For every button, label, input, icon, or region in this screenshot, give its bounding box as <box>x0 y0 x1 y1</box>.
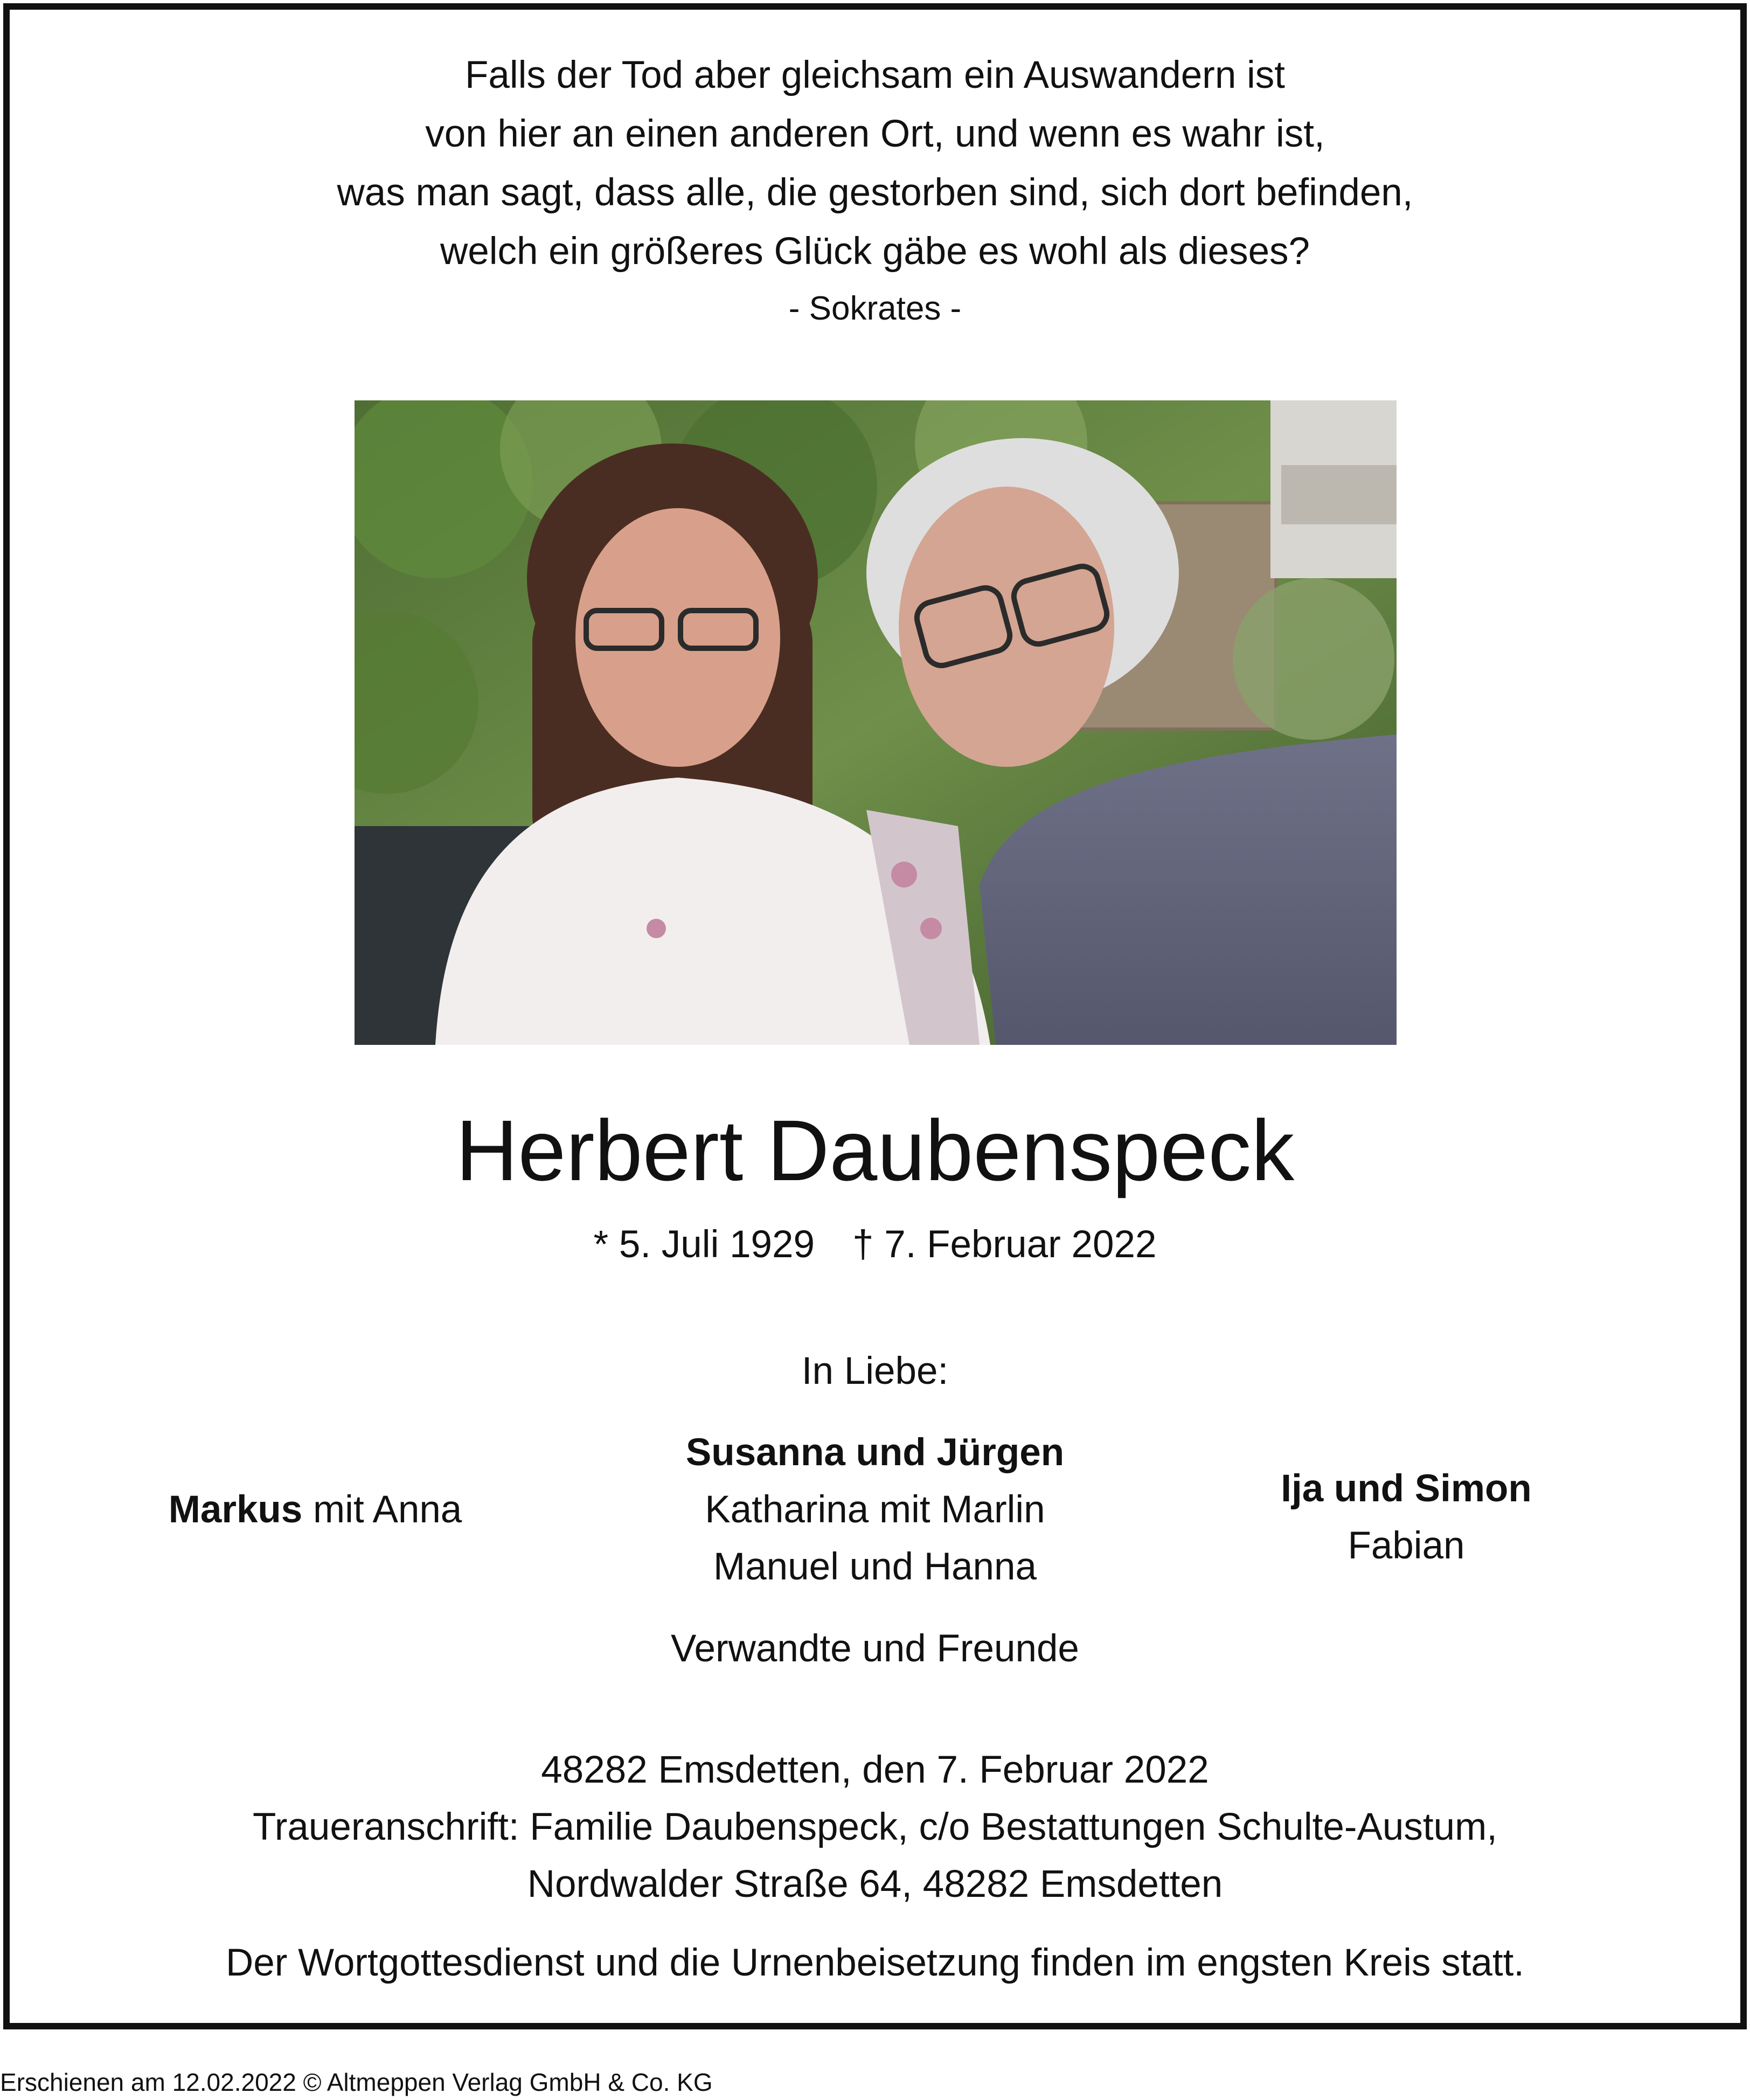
quote-author: - Sokrates - <box>788 290 962 327</box>
relatives-and-friends: Verwandte und Freunde <box>671 1627 1079 1670</box>
mourner-heading: Ija und Simon <box>1281 1467 1532 1510</box>
address-line: Nordwalder Straße 64, 48282 Emsdetten <box>527 1863 1223 1905</box>
quote-line: Falls der Tod aber gleichsam ein Auswandern ist <box>464 54 1286 96</box>
deceased-name: Herbert Daubenspeck <box>455 1102 1295 1198</box>
service-note: Der Wortgottesdienst und die Urnenbeisetzung finden im engsten Kreis statt. <box>225 1942 1525 1984</box>
publication-footer: Erschienen am 12.02.2022 © Altmeppen Verlag GmbH & Co. KG <box>0 2068 713 2096</box>
mourner-line: Manuel und Hanna <box>713 1545 1037 1588</box>
quote <box>0 46 1750 281</box>
mourner-partner: mit Anna <box>302 1488 462 1531</box>
address-line: Traueranschrift: Familie Daubenspeck, c/o Bestattungen Schulte-Austum, <box>253 1806 1497 1848</box>
quote-line: von hier an einen anderen Ort, und wenn es wahr ist, <box>425 113 1325 155</box>
quote-line: was man sagt, dass alle, die gestorben sind, sich dort befinden, <box>337 171 1413 214</box>
place-date-line: 48282 Emsdetten, den 7. Februar 2022 <box>541 1749 1209 1791</box>
birth-date: * 5. Juli 1929 <box>593 1223 815 1266</box>
mourner-line <box>97 1481 533 1538</box>
mourner-line: Katharina mit Marlin <box>705 1488 1045 1531</box>
quote-line: welch ein größeres Glück gäbe es wohl als dieses? <box>440 230 1310 273</box>
mourning-address <box>0 1742 1750 1913</box>
mourner-line: Fabian <box>1348 1524 1465 1567</box>
mourner-group-left <box>97 1481 533 1538</box>
mourner-heading: Susanna und Jürgen <box>685 1431 1065 1474</box>
life-dates <box>0 1218 1750 1272</box>
mourner-group-right <box>1191 1460 1622 1575</box>
portrait-photo <box>355 400 1397 1045</box>
death-date: † 7. Februar 2022 <box>852 1223 1157 1266</box>
mourner-name: Markus <box>168 1488 303 1531</box>
mourners-intro: In Liebe: <box>801 1350 949 1392</box>
mourner-group-middle <box>606 1424 1144 1596</box>
